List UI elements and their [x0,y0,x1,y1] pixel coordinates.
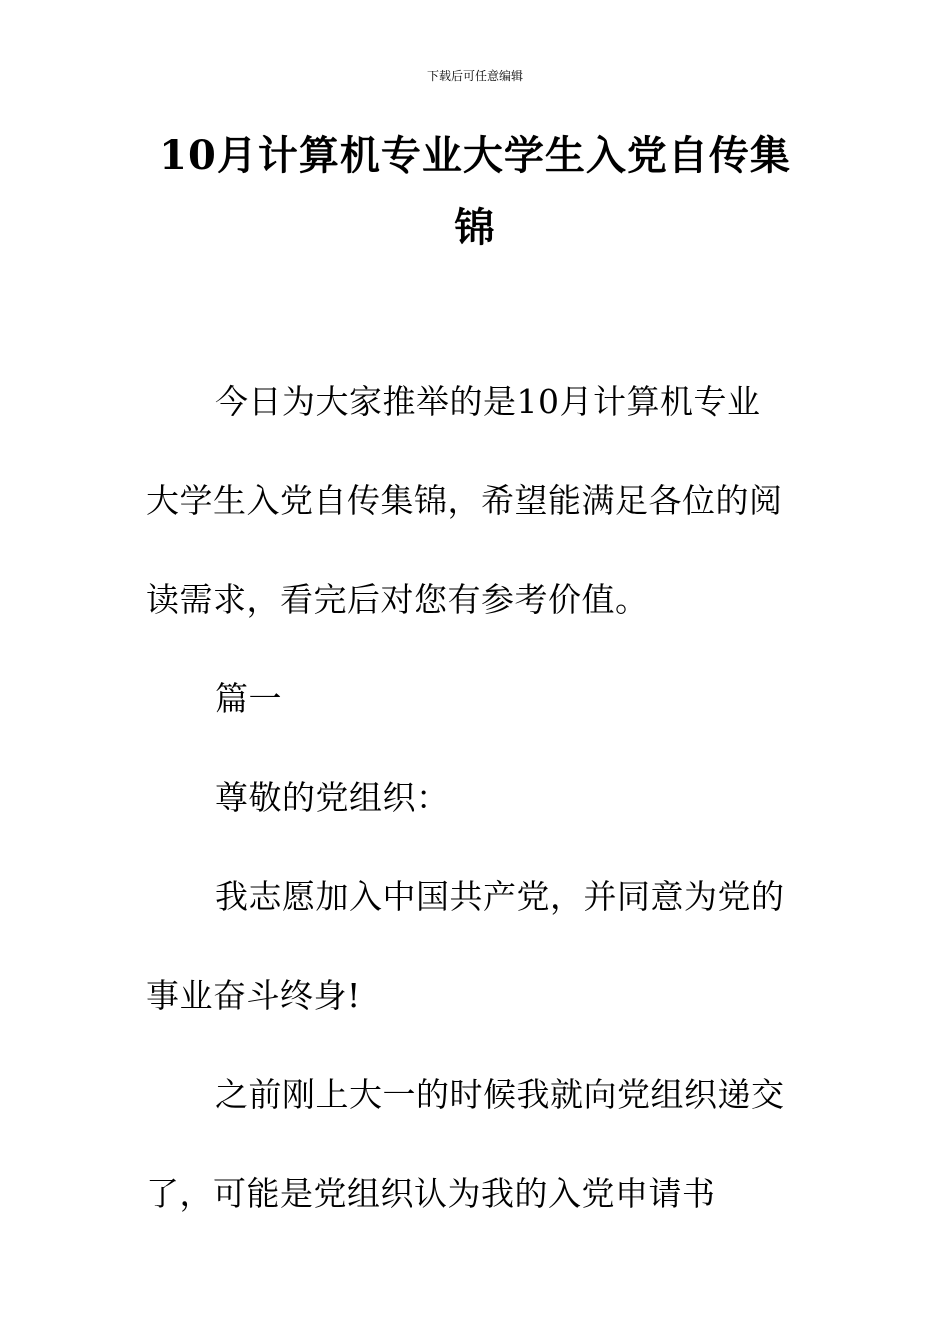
paragraph-intro: 今日为大家推举的是10月计算机专业大学生入党自传集锦，希望能满足各位的阅读需求，看完后对您有参考价值。 [146,382,783,619]
document-body [146,352,786,1243]
paragraph-body: 之前刚上大一的时候我就向党组织递交了，可能是党组织认为我的入党申请书 [146,1075,785,1213]
header-note: 下载后可任意编辑 [426,69,523,83]
paragraph-pledge: 我志愿加入中国共产党，并同意为党的事业奋斗终身! [146,877,785,1015]
document-title: 10月计算机专业大学生入党自传集锦 [159,132,791,251]
paragraph-section-heading: 篇一 [215,679,282,718]
paragraph-salutation: 尊敬的党组织： [215,778,450,817]
